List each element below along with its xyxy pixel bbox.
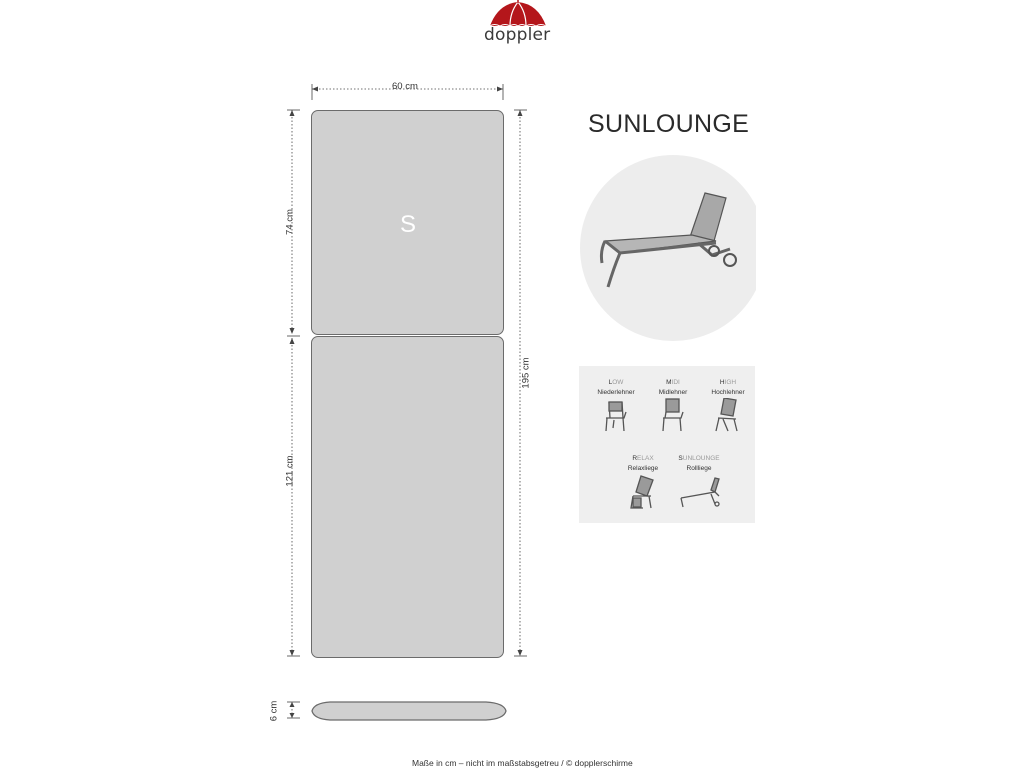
thickness-label: 6 cm [268,700,280,722]
footer-note: Maße in cm – nicht im maßstabsgetreu / © dopplerschirme [412,758,633,768]
cushion-side-profile [312,702,506,720]
total-length-label: 195 cm [520,357,532,389]
cushion-seat-panel [311,336,504,658]
cushion-size-label: S [400,211,417,238]
sunlounger-icon [659,474,739,512]
product-image-circle [580,155,756,341]
type-high: HIGH Hochlehner [688,379,768,439]
back-length-label: 74 cm [284,209,296,235]
type-midi: MIDI Midlehner [633,379,713,439]
width-dimension-label: 60 cm [392,81,418,92]
product-title: SUNLOUNGE [588,110,750,138]
high-back-chair-icon [688,398,768,434]
type-sunlounge: SUNLOUNGE Rollliege [659,455,739,517]
brand-wordmark: doppler [484,25,551,45]
cushion-back-panel [311,110,504,335]
type-relax: RELAX Relaxliege [603,455,683,517]
sunlounger-illustration-icon [580,155,756,341]
type-low: LOW Niederlehner [576,379,656,439]
seat-length-label: 121 cm [284,455,296,487]
